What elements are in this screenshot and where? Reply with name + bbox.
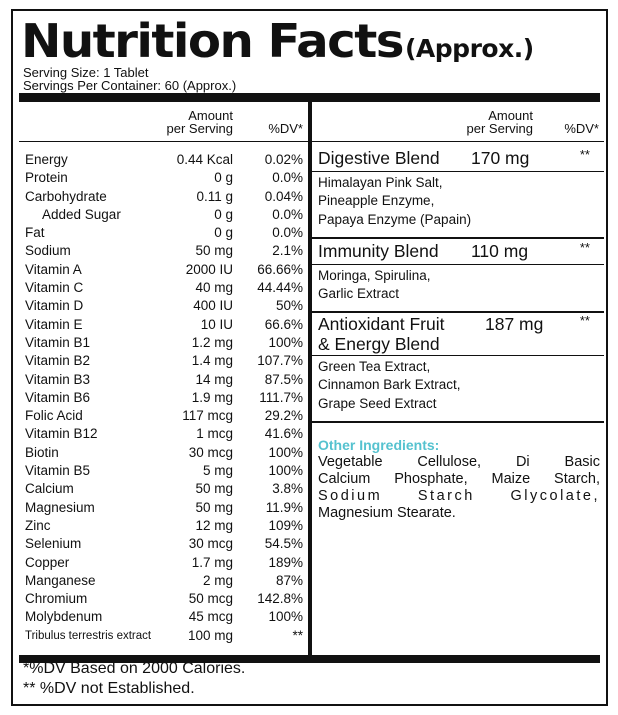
blend-ingredient: Himalayan Pink Salt,: [318, 175, 443, 190]
nutrient-row: [25, 608, 303, 626]
nutrient-row: [25, 480, 303, 498]
blend-name-rule: [312, 355, 604, 356]
nutrient-amount: 50 mg: [195, 481, 233, 497]
dv-header-left: %DV*: [268, 121, 303, 136]
nutrient-dv: 0.04%: [264, 188, 303, 204]
other-ingredients-line: Sodium Starch Glycolate,: [318, 488, 600, 504]
blend-name-rule: [312, 264, 604, 265]
nutrient-amount: 0 g: [214, 225, 233, 241]
blend-name-line: Immunity Blend: [318, 241, 439, 261]
blend-ingredient: Cinnamon Bark Extract,: [318, 377, 461, 393]
nutrient-name: Magnesium: [25, 499, 95, 515]
nutrient-dv: 3.8%: [272, 481, 303, 497]
nutrient-amount: 30 mcg: [188, 444, 233, 460]
other-ingredients-text: [318, 454, 600, 522]
amount-header-left: [153, 109, 233, 135]
nutrient-name: Vitamin B6: [25, 389, 91, 405]
nutrient-dv: 189%: [268, 554, 303, 570]
nutrient-name: Tribulus terrestris extract: [25, 629, 152, 642]
nutrient-name: Fat: [25, 225, 45, 241]
blend-separator: [312, 311, 604, 313]
nutrient-row: [25, 590, 303, 608]
nutrient-name: Vitamin E: [25, 316, 83, 332]
nutrient-dv: 50%: [275, 298, 303, 314]
nutrient-row: [25, 352, 303, 370]
nutrient-amount: 40 mg: [195, 280, 233, 296]
nutrient-row: [25, 627, 303, 645]
blend-ingredient: Papaya Enzyme (Papain): [318, 211, 472, 227]
blend-amount: 110 mg: [471, 241, 529, 261]
blend-ingredient: Garlic Extract: [318, 286, 400, 302]
nutrient-dv: 111.7%: [259, 389, 303, 405]
nutrient-row: [25, 279, 303, 297]
nutrient-dv: 66.66%: [257, 261, 303, 277]
blend-amount: 187 mg: [485, 314, 544, 334]
nutrient-dv: 100%: [268, 463, 303, 479]
nutrient-name: Folic Acid: [25, 408, 83, 424]
nutrient-name: Vitamin B12: [25, 426, 98, 442]
nutrient-amount: 100 mg: [187, 627, 233, 643]
amount-header-line2: per Serving: [166, 121, 233, 136]
other-ingredients-line: Calcium Phosphate, Maize Starch,: [318, 471, 600, 487]
nutrient-name: Calcium: [25, 481, 74, 497]
amount-header-right: [453, 109, 533, 135]
blend-name-line: & Energy Blend: [318, 334, 440, 354]
nutrient-dv: 29.2%: [264, 408, 303, 424]
nutrient-amount: 2 mg: [202, 572, 233, 588]
nutrient-amount: 10 IU: [200, 316, 233, 332]
label-title-approx: (Approx.): [405, 34, 534, 63]
nutrient-row: [25, 334, 303, 352]
nutrient-dv: 0.02%: [264, 152, 303, 167]
nutrient-amount: 1 mcg: [196, 426, 233, 442]
servings-per-container: Servings Per Container: 60 (Approx.): [23, 78, 237, 93]
blend-ingredient: Grape Seed Extract: [318, 395, 437, 411]
nutrient-name: Vitamin A: [25, 261, 82, 277]
nutrient-dv: 2.1%: [272, 243, 303, 259]
nutrient-amount: 0 g: [214, 170, 233, 186]
other-ingredients-title: Other Ingredients:: [318, 437, 440, 453]
amount-header-line2: per Serving: [466, 121, 533, 136]
nutrient-amount: 5 mg: [202, 463, 233, 479]
nutrient-name: Vitamin C: [25, 280, 84, 296]
nutrient-amount: 50 mg: [195, 243, 233, 259]
nutrient-row: [25, 517, 303, 535]
nutrient-dv: 142.8%: [257, 591, 303, 607]
nutrient-name: Vitamin B2: [25, 353, 91, 369]
nutrient-dv: 41.6%: [264, 426, 303, 442]
nutrient-name: Selenium: [25, 536, 82, 552]
right-header-rule: [312, 141, 604, 142]
nutrient-row: [25, 425, 303, 443]
nutrient-dv: 109%: [268, 517, 303, 533]
nutrition-label: [11, 9, 608, 706]
nutrient-row: [25, 444, 303, 462]
nutrient-name: Vitamin B3: [25, 371, 91, 387]
nutrient-row: [25, 389, 303, 407]
serving-info: [23, 66, 236, 92]
nutrient-row: [25, 371, 303, 389]
blend-name-rule: [312, 171, 604, 172]
nutrient-dv: 11.9%: [265, 499, 303, 515]
nutrient-name: Added Sugar: [42, 206, 121, 222]
blend-name: [318, 241, 439, 261]
nutrient-row: [25, 188, 303, 206]
nutrient-name: Biotin: [25, 444, 59, 460]
blend-name: [318, 148, 440, 168]
nutrient-name: Manganese: [25, 572, 96, 588]
nutrient-amount: 50 mcg: [188, 591, 233, 607]
title-row: [21, 13, 403, 69]
nutrient-amount: 30 mcg: [188, 536, 233, 552]
nutrient-row: [25, 224, 303, 242]
footnote-dv: *%DV Based on 2000 Calories.: [23, 660, 246, 677]
blend-dv: **: [579, 240, 590, 255]
nutrient-row: [25, 242, 303, 260]
nutrient-amount: 117 mcg: [182, 408, 233, 424]
nutrient-dv: 87%: [275, 572, 303, 588]
nutrient-row: [25, 297, 303, 315]
nutrient-name: Carbohydrate: [25, 188, 107, 204]
blend-dv: **: [579, 313, 590, 328]
column-divider: [308, 101, 312, 655]
nutrient-amount: 1.4 mg: [191, 353, 233, 369]
left-header-rule: [19, 141, 308, 142]
blend-ingredient: Green Tea Extract,: [318, 359, 431, 374]
blend-ingredient: Pineapple Enzyme,: [318, 193, 435, 209]
amount-header-line1: Amount: [188, 108, 233, 123]
blend-name: [318, 314, 444, 354]
nutrient-row: [25, 169, 303, 187]
nutrient-dv: 54.5%: [264, 536, 303, 552]
blend-amount: 170 mg: [471, 148, 530, 168]
blend-separator: [312, 237, 604, 239]
blend-ingredients: [318, 267, 431, 304]
nutrient-amount: 50 mg: [195, 499, 233, 515]
nutrient-name: Molybdenum: [25, 609, 103, 625]
nutrient-amount: 1.2 mg: [191, 334, 233, 350]
blend-ingredients: [318, 358, 461, 413]
nutrient-amount: 2000 IU: [185, 261, 233, 277]
nutrient-row: [25, 261, 303, 279]
blend-ingredient: Moringa, Spirulina,: [318, 268, 431, 283]
blend-separator: [312, 421, 604, 423]
nutrient-dv: 100%: [268, 609, 303, 625]
nutrient-amount: 0.11 g: [196, 188, 233, 204]
nutrient-name: Energy: [25, 152, 68, 167]
nutrient-dv: 66.6%: [264, 316, 303, 332]
other-ingredients-line: Magnesium Stearate.: [318, 505, 456, 521]
blend-name-line: Antioxidant Fruit: [318, 314, 445, 334]
nutrient-name: Zinc: [25, 517, 51, 533]
nutrient-row: [25, 572, 303, 590]
nutrient-dv: 0.0%: [272, 206, 303, 222]
nutrient-dv: 107.7%: [257, 353, 303, 369]
nutrient-amount: 45 mcg: [188, 609, 233, 625]
nutrient-row: [25, 535, 303, 553]
nutrient-row: [25, 462, 303, 480]
nutrient-name: Vitamin D: [25, 298, 84, 314]
nutrient-name: Sodium: [25, 243, 71, 259]
blend-name-line: Digestive Blend: [318, 148, 440, 168]
nutrient-name: Vitamin B1: [25, 334, 91, 350]
nutrient-dv: 100%: [268, 444, 303, 460]
nutrient-dv: 87.5%: [264, 371, 303, 387]
nutrient-amount: 1.7 mg: [191, 554, 233, 570]
blend-dv: **: [579, 147, 590, 162]
nutrient-dv: 0.0%: [272, 225, 303, 241]
nutrient-row: [25, 407, 303, 425]
blend-ingredients: [318, 174, 471, 229]
other-ingredients-line: Vegetable Cellulose, Di Basic: [318, 454, 600, 470]
footnote-not-established: ** %DV not Established.: [23, 680, 195, 697]
nutrient-amount: 0.44 Kcal: [176, 152, 233, 167]
nutrient-dv: 100%: [268, 334, 303, 350]
nutrient-amount: 14 mg: [195, 371, 233, 387]
amount-header-line1: Amount: [488, 108, 533, 123]
label-title: Nutrition Facts: [21, 14, 403, 68]
nutrient-list: [25, 151, 303, 645]
nutrient-row: [25, 151, 303, 169]
nutrient-name: Protein: [25, 170, 68, 186]
nutrient-amount: 0 g: [214, 206, 233, 222]
nutrient-row: [25, 206, 303, 224]
dv-header-right: %DV*: [564, 121, 599, 136]
nutrient-dv: **: [292, 627, 303, 643]
nutrient-dv: 0.0%: [272, 170, 303, 186]
nutrient-amount: 1.9 mg: [191, 389, 233, 405]
nutrient-name: Vitamin B5: [25, 463, 91, 479]
nutrient-name: Chromium: [25, 591, 88, 607]
nutrient-dv: 44.44%: [257, 280, 303, 296]
nutrient-row: [25, 554, 303, 572]
nutrient-amount: 12 mg: [195, 517, 233, 533]
nutrient-row: [25, 316, 303, 334]
nutrient-name: Copper: [25, 554, 70, 570]
nutrient-amount: 400 IU: [193, 298, 233, 314]
serving-size: Serving Size: 1 Tablet: [23, 65, 149, 80]
nutrient-row: [25, 499, 303, 517]
